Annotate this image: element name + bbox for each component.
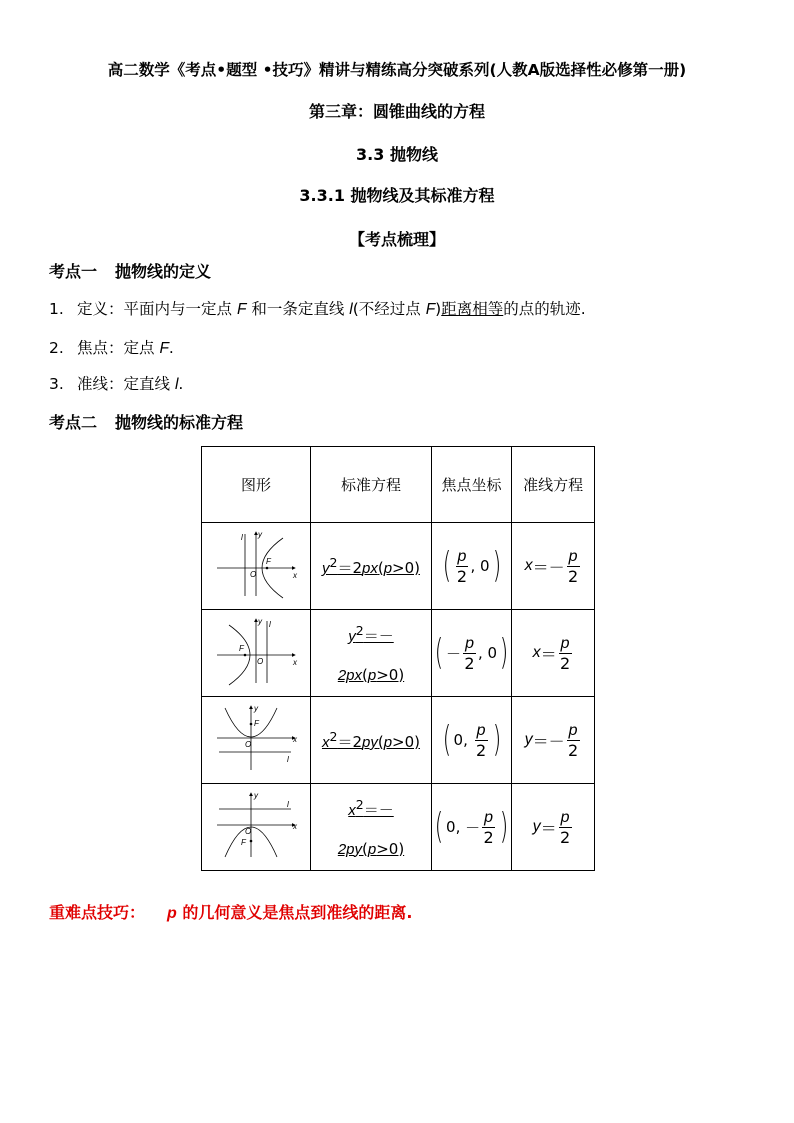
svg-text:l: l	[287, 800, 289, 809]
svg-text:x: x	[293, 735, 297, 744]
item-var: l	[174, 376, 179, 393]
graph-cell	[202, 523, 311, 610]
header-directrix: 准线方程	[512, 447, 595, 523]
item-text: .	[168, 339, 174, 357]
item-text: 定义：平面内与一定点	[77, 300, 237, 318]
fraction: $\frac{p}{2}$	[560, 809, 571, 847]
header-figure: 图形	[202, 447, 311, 523]
item-var: F	[159, 340, 169, 357]
graph-cell	[202, 610, 311, 697]
parabola-graph	[211, 702, 301, 774]
svg-text:l: l	[287, 755, 289, 764]
point2-title: 抛物线的标准方程	[115, 413, 244, 432]
item-var: F	[425, 301, 436, 318]
svg-text:F: F	[254, 719, 259, 728]
item-text: 准线：定直线	[77, 375, 175, 393]
item-text: 的点的轨迹.	[503, 300, 586, 318]
svg-text:l: l	[269, 620, 271, 629]
svg-text:y: y	[254, 704, 258, 713]
svg-text:y: y	[254, 791, 258, 800]
point1-label: 考点一	[49, 262, 98, 281]
section-title: 3.3 抛物线	[356, 145, 438, 164]
fraction: $\frac{p}{2}$	[568, 722, 579, 760]
fraction: $\frac{p}{2}$	[476, 722, 487, 760]
item-text: 焦点：定点	[77, 339, 160, 357]
svg-text:O: O	[245, 827, 252, 836]
fraction: $\frac{p}{2}$	[483, 809, 494, 847]
summary-heading: 【考点梳理】	[348, 230, 445, 249]
svg-text:x: x	[293, 658, 297, 667]
svg-text:x: x	[293, 822, 297, 831]
directrix-cell: y ＝－ $\frac{p}{2}$	[512, 697, 595, 784]
standard-equation-table	[201, 446, 595, 871]
parabola-graph	[211, 789, 301, 861]
svg-text:F: F	[241, 838, 246, 847]
item-text: )	[435, 300, 442, 318]
equation-cell: $y^2=2px(p>0)$	[311, 523, 432, 610]
parabola-graph	[211, 615, 301, 687]
equation-cell: $x^2=2py(p>0)$	[311, 697, 432, 784]
definition-item	[49, 297, 586, 319]
focus-cell: ( － $\frac{p}{2}$ , 0 )	[432, 610, 512, 697]
chapter-title: 第三章：圆锥曲线的方程	[308, 102, 485, 121]
svg-text:y: y	[258, 617, 262, 626]
item-var: l	[349, 301, 353, 318]
item-var: F	[236, 301, 247, 318]
header-equation: 标准方程	[311, 447, 432, 523]
header-focus: 焦点坐标	[432, 447, 512, 523]
item-number: 2.	[49, 339, 64, 357]
focus-item	[49, 336, 174, 358]
fraction: $\frac{p}{2}$	[464, 635, 475, 673]
focus-cell: ( 0 , $\frac{p}{2}$ )	[432, 697, 512, 784]
directrix-item	[49, 372, 183, 394]
table-header-row	[202, 447, 595, 523]
series-title: 高二数学《考点•题型 •技巧》精讲与精练高分突破系列(人教A版选择性必修第一册)	[107, 61, 687, 79]
item-number: 1.	[49, 300, 64, 318]
svg-text:y: y	[258, 530, 262, 539]
table-row	[202, 784, 595, 871]
item-number: 3.	[49, 375, 64, 393]
svg-text:O: O	[257, 657, 264, 666]
item-text: (不经过点	[352, 300, 426, 318]
point1-heading	[49, 259, 211, 282]
svg-text:x: x	[293, 571, 297, 580]
svg-text:F: F	[266, 557, 271, 566]
tip-var: p	[167, 905, 177, 922]
graph-cell	[202, 697, 311, 784]
point1-title: 抛物线的定义	[115, 262, 212, 281]
directrix-cell: x ＝ $\frac{p}{2}$	[512, 610, 595, 697]
graph-cell	[202, 784, 311, 871]
table-row	[202, 697, 595, 784]
point2-label: 考点二	[49, 413, 98, 432]
equation-cell: $x^2=-$ 2py(p>0)	[311, 784, 432, 871]
item-text: .	[178, 375, 184, 393]
equation-cell: $y^2=-$ 2px(p>0)	[311, 610, 432, 697]
table-row	[202, 523, 595, 610]
fraction: $\frac{p}{2}$	[456, 548, 468, 586]
svg-text:O: O	[245, 740, 252, 749]
item-text: 和一条定直线	[246, 300, 350, 318]
key-tip	[49, 900, 412, 923]
directrix-cell: y ＝ $\frac{p}{2}$	[512, 784, 595, 871]
table-row	[202, 610, 595, 697]
parabola-graph	[211, 528, 301, 600]
item-underlined-text: 距离相等	[441, 300, 504, 318]
svg-text:l: l	[241, 533, 243, 542]
svg-text:O: O	[250, 570, 257, 579]
focus-cell: ( $\frac{p}{2}$ , 0 )	[432, 523, 512, 610]
fraction: $\frac{p}{2}$	[568, 548, 579, 586]
svg-text:F: F	[239, 644, 244, 653]
fraction: $\frac{p}{2}$	[560, 635, 571, 673]
focus-cell: ( 0 , － $\frac{p}{2}$ )	[432, 784, 512, 871]
tip-text: 的几何意义是焦点到准线的距离.	[176, 903, 413, 922]
point2-heading	[49, 410, 243, 433]
tip-label: 重难点技巧：	[49, 903, 146, 922]
directrix-cell: x ＝－ $\frac{p}{2}$	[512, 523, 595, 610]
subsection-title: 3.3.1 抛物线及其标准方程	[299, 186, 495, 205]
